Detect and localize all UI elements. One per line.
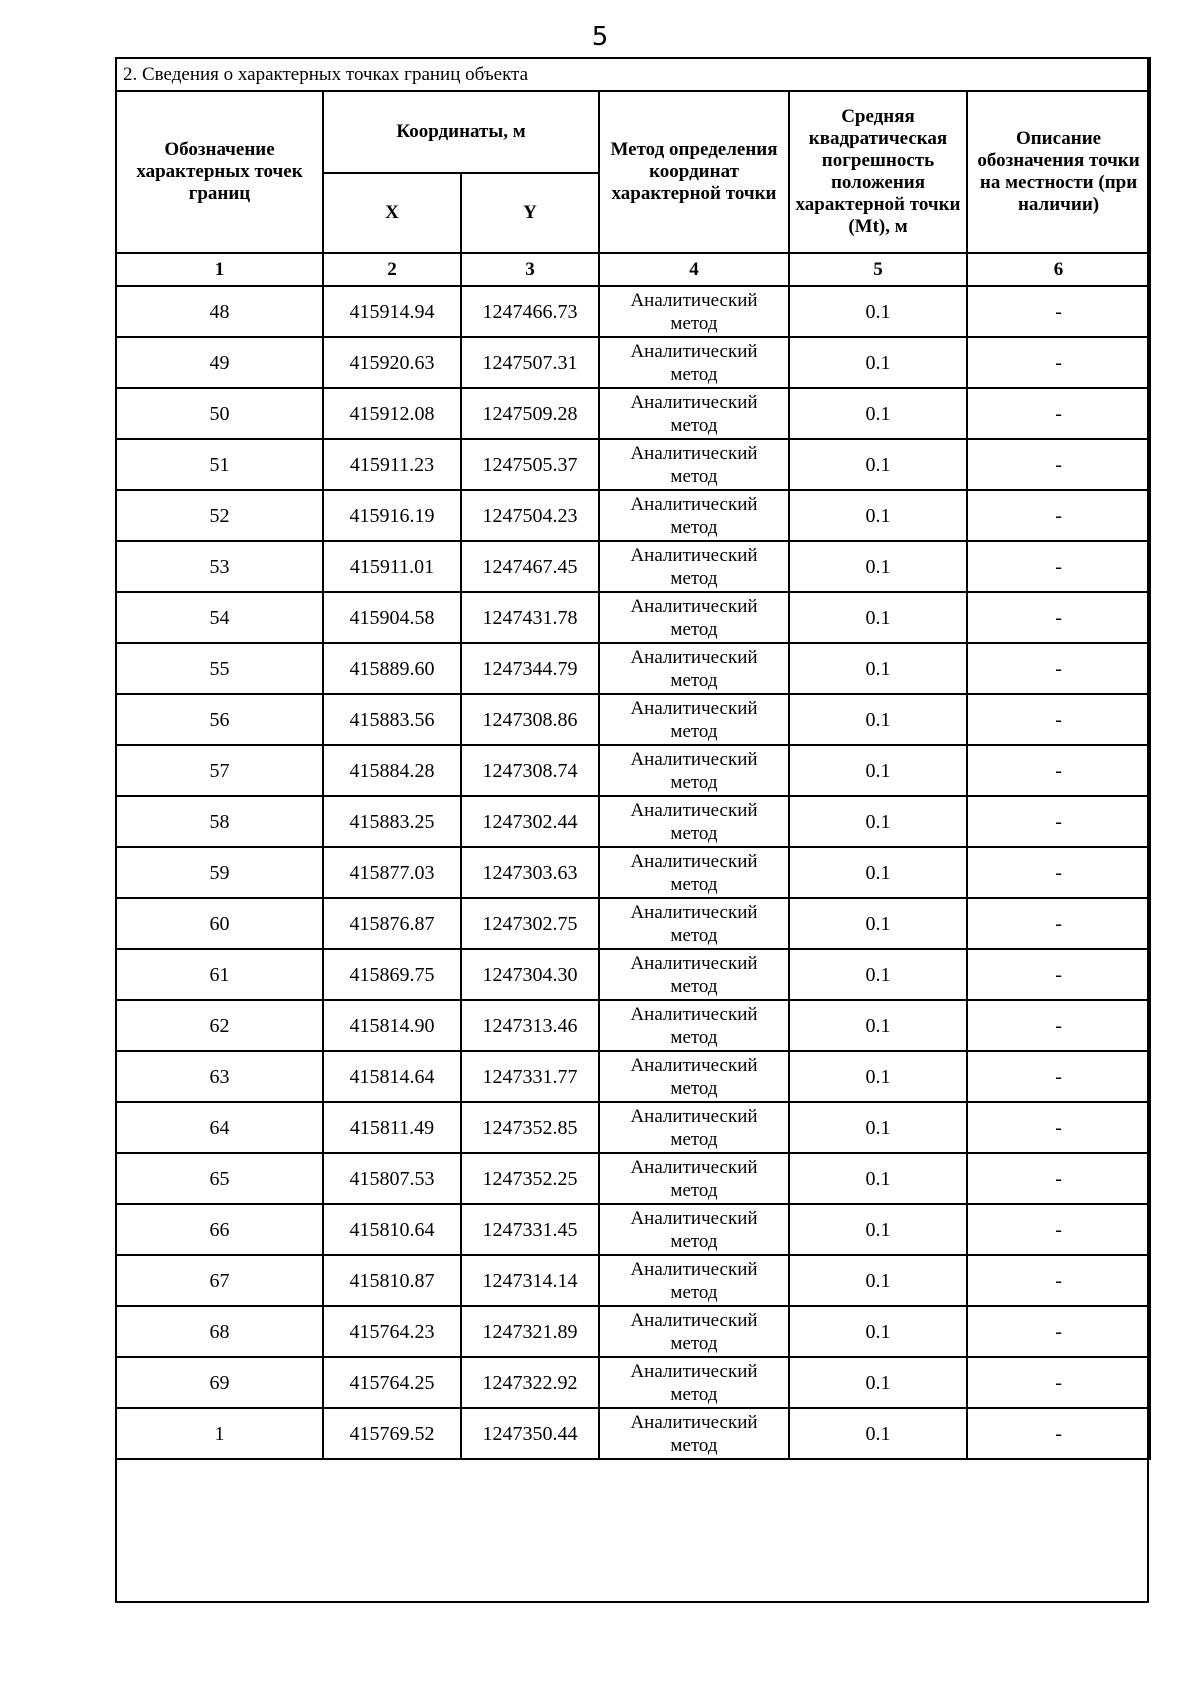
error-cell: 0.1 (789, 643, 967, 694)
method-cell (599, 1408, 789, 1459)
method-cell (599, 1051, 789, 1102)
method-line: метод (670, 1230, 718, 1252)
method-line: Аналитический (630, 1003, 758, 1025)
x-cell: 415764.25 (323, 1357, 461, 1408)
point-cell: 49 (116, 337, 323, 388)
description-cell: - (967, 643, 1150, 694)
x-cell: 415810.87 (323, 1255, 461, 1306)
point-cell: 61 (116, 949, 323, 1000)
header-x: X (323, 173, 461, 253)
table-row (116, 1255, 1150, 1306)
x-cell: 415869.75 (323, 949, 461, 1000)
column-number: 5 (789, 253, 967, 286)
y-cell: 1247505.37 (461, 439, 599, 490)
description-cell: - (967, 796, 1150, 847)
point-cell: 66 (116, 1204, 323, 1255)
error-cell: 0.1 (789, 541, 967, 592)
table-row (116, 1204, 1150, 1255)
column-number: 4 (599, 253, 789, 286)
method-line: Аналитический (630, 1360, 758, 1382)
x-cell: 415911.23 (323, 439, 461, 490)
method-line: Аналитический (630, 1411, 758, 1433)
method-line: метод (670, 975, 718, 997)
method-line: метод (670, 618, 718, 640)
table-row (116, 1051, 1150, 1102)
table-body (116, 286, 1150, 1459)
error-cell: 0.1 (789, 898, 967, 949)
x-cell: 415814.64 (323, 1051, 461, 1102)
table-row (116, 694, 1150, 745)
y-cell: 1247466.73 (461, 286, 599, 337)
description-cell: - (967, 1357, 1150, 1408)
y-cell: 1247509.28 (461, 388, 599, 439)
x-cell: 415911.01 (323, 541, 461, 592)
point-cell: 69 (116, 1357, 323, 1408)
method-cell (599, 796, 789, 847)
table-row (116, 745, 1150, 796)
error-cell: 0.1 (789, 592, 967, 643)
error-cell: 0.1 (789, 1153, 967, 1204)
error-cell: 0.1 (789, 1204, 967, 1255)
x-cell: 415764.23 (323, 1306, 461, 1357)
point-cell: 68 (116, 1306, 323, 1357)
description-cell: - (967, 745, 1150, 796)
y-cell: 1247308.86 (461, 694, 599, 745)
description-cell: - (967, 337, 1150, 388)
table-row (116, 847, 1150, 898)
method-cell (599, 490, 789, 541)
method-line: Аналитический (630, 799, 758, 821)
page-number: 5 (591, 22, 609, 52)
header-coordinates: Координаты, м (323, 91, 599, 173)
error-cell: 0.1 (789, 745, 967, 796)
point-cell: 57 (116, 745, 323, 796)
description-cell: - (967, 286, 1150, 337)
method-cell (599, 1306, 789, 1357)
description-cell: - (967, 490, 1150, 541)
y-cell: 1247302.44 (461, 796, 599, 847)
method-line: Аналитический (630, 1156, 758, 1178)
method-line: Аналитический (630, 697, 758, 719)
method-line: метод (670, 1332, 718, 1354)
point-cell: 55 (116, 643, 323, 694)
section-title: 2. Сведения о характерных точках границ объекта (116, 58, 1150, 91)
point-cell: 56 (116, 694, 323, 745)
method-line: метод (670, 567, 718, 589)
table-row (116, 1306, 1150, 1357)
method-cell (599, 694, 789, 745)
error-cell: 0.1 (789, 1357, 967, 1408)
x-cell: 415769.52 (323, 1408, 461, 1459)
method-line: метод (670, 771, 718, 793)
point-cell: 52 (116, 490, 323, 541)
point-cell: 48 (116, 286, 323, 337)
method-line: метод (670, 1383, 718, 1405)
description-cell: - (967, 1153, 1150, 1204)
description-cell: - (967, 1102, 1150, 1153)
error-cell: 0.1 (789, 1000, 967, 1051)
error-cell: 0.1 (789, 1051, 967, 1102)
method-line: метод (670, 1434, 718, 1456)
table-row (116, 1000, 1150, 1051)
x-cell: 415883.56 (323, 694, 461, 745)
point-cell: 59 (116, 847, 323, 898)
y-cell: 1247303.63 (461, 847, 599, 898)
x-cell: 415811.49 (323, 1102, 461, 1153)
method-cell (599, 1102, 789, 1153)
description-cell: - (967, 1255, 1150, 1306)
x-cell: 415814.90 (323, 1000, 461, 1051)
method-cell (599, 388, 789, 439)
header-description: Описание обозначения точки на местности (при наличии) (967, 91, 1150, 253)
method-cell (599, 1204, 789, 1255)
y-cell: 1247350.44 (461, 1408, 599, 1459)
error-cell: 0.1 (789, 1255, 967, 1306)
method-line: метод (670, 465, 718, 487)
header-y: Y (461, 173, 599, 253)
error-cell: 0.1 (789, 439, 967, 490)
point-cell: 63 (116, 1051, 323, 1102)
table-row (116, 490, 1150, 541)
error-cell: 0.1 (789, 337, 967, 388)
x-cell: 415884.28 (323, 745, 461, 796)
table-row (116, 541, 1150, 592)
y-cell: 1247344.79 (461, 643, 599, 694)
method-line: метод (670, 873, 718, 895)
error-cell: 0.1 (789, 694, 967, 745)
x-cell: 415914.94 (323, 286, 461, 337)
error-cell: 0.1 (789, 1102, 967, 1153)
x-cell: 415810.64 (323, 1204, 461, 1255)
method-line: метод (670, 363, 718, 385)
error-cell: 0.1 (789, 1306, 967, 1357)
y-cell: 1247467.45 (461, 541, 599, 592)
point-cell: 50 (116, 388, 323, 439)
method-cell (599, 439, 789, 490)
y-cell: 1247352.85 (461, 1102, 599, 1153)
method-line: Аналитический (630, 340, 758, 362)
method-line: Аналитический (630, 1105, 758, 1127)
description-cell: - (967, 1000, 1150, 1051)
method-cell (599, 337, 789, 388)
column-number: 6 (967, 253, 1150, 286)
table-row (116, 643, 1150, 694)
error-cell: 0.1 (789, 796, 967, 847)
table-row (116, 439, 1150, 490)
y-cell: 1247331.45 (461, 1204, 599, 1255)
method-line: метод (670, 669, 718, 691)
method-line: Аналитический (630, 1207, 758, 1229)
method-line: Аналитический (630, 748, 758, 770)
description-cell: - (967, 1306, 1150, 1357)
method-line: Аналитический (630, 850, 758, 872)
method-line: Аналитический (630, 646, 758, 668)
method-line: метод (670, 1128, 718, 1150)
method-cell (599, 286, 789, 337)
method-line: Аналитический (630, 1054, 758, 1076)
method-line: Аналитический (630, 901, 758, 923)
method-line: метод (670, 1026, 718, 1048)
description-cell: - (967, 1204, 1150, 1255)
table-row (116, 592, 1150, 643)
method-line: метод (670, 1077, 718, 1099)
column-number: 1 (116, 253, 323, 286)
table-row (116, 898, 1150, 949)
error-cell: 0.1 (789, 286, 967, 337)
column-number: 3 (461, 253, 599, 286)
x-cell: 415883.25 (323, 796, 461, 847)
x-cell: 415912.08 (323, 388, 461, 439)
y-cell: 1247304.30 (461, 949, 599, 1000)
method-line: метод (670, 312, 718, 334)
point-cell: 58 (116, 796, 323, 847)
description-cell: - (967, 1051, 1150, 1102)
x-cell: 415889.60 (323, 643, 461, 694)
table-row (116, 1357, 1150, 1408)
point-cell: 1 (116, 1408, 323, 1459)
method-cell (599, 541, 789, 592)
table-row (116, 1408, 1150, 1459)
boundary-points-table (115, 57, 1151, 1460)
x-cell: 415920.63 (323, 337, 461, 388)
table-row (116, 388, 1150, 439)
method-line: метод (670, 822, 718, 844)
y-cell: 1247321.89 (461, 1306, 599, 1357)
method-line: Аналитический (630, 952, 758, 974)
method-cell (599, 1153, 789, 1204)
point-cell: 65 (116, 1153, 323, 1204)
method-line: метод (670, 924, 718, 946)
description-cell: - (967, 592, 1150, 643)
y-cell: 1247504.23 (461, 490, 599, 541)
description-cell: - (967, 439, 1150, 490)
method-cell (599, 643, 789, 694)
x-cell: 415916.19 (323, 490, 461, 541)
method-line: Аналитический (630, 289, 758, 311)
method-line: Аналитический (630, 493, 758, 515)
method-cell (599, 1357, 789, 1408)
y-cell: 1247302.75 (461, 898, 599, 949)
method-line: Аналитический (630, 1309, 758, 1331)
method-line: Аналитический (630, 442, 758, 464)
error-cell: 0.1 (789, 847, 967, 898)
x-cell: 415807.53 (323, 1153, 461, 1204)
column-number: 2 (323, 253, 461, 286)
error-cell: 0.1 (789, 949, 967, 1000)
method-line: Аналитический (630, 544, 758, 566)
table-row (116, 1102, 1150, 1153)
table-row (116, 796, 1150, 847)
method-line: метод (670, 414, 718, 436)
method-cell (599, 1255, 789, 1306)
description-cell: - (967, 847, 1150, 898)
description-cell: - (967, 1408, 1150, 1459)
y-cell: 1247308.74 (461, 745, 599, 796)
y-cell: 1247313.46 (461, 1000, 599, 1051)
x-cell: 415876.87 (323, 898, 461, 949)
table-row (116, 1153, 1150, 1204)
description-cell: - (967, 694, 1150, 745)
y-cell: 1247431.78 (461, 592, 599, 643)
error-cell: 0.1 (789, 388, 967, 439)
method-line: Аналитический (630, 595, 758, 617)
method-cell (599, 1000, 789, 1051)
method-cell (599, 592, 789, 643)
table-row (116, 337, 1150, 388)
x-cell: 415904.58 (323, 592, 461, 643)
method-line: Аналитический (630, 391, 758, 413)
method-line: метод (670, 1179, 718, 1201)
method-line: метод (670, 516, 718, 538)
description-cell: - (967, 388, 1150, 439)
header-point: Обозначение характерных точек границ (116, 91, 323, 253)
method-cell (599, 745, 789, 796)
point-cell: 51 (116, 439, 323, 490)
method-line: Аналитический (630, 1258, 758, 1280)
method-cell (599, 847, 789, 898)
y-cell: 1247352.25 (461, 1153, 599, 1204)
header-error: Средняя квадратическая погрешность положения характерной точки (Mt), м (789, 91, 967, 253)
error-cell: 0.1 (789, 1408, 967, 1459)
description-cell: - (967, 541, 1150, 592)
y-cell: 1247314.14 (461, 1255, 599, 1306)
y-cell: 1247331.77 (461, 1051, 599, 1102)
y-cell: 1247322.92 (461, 1357, 599, 1408)
method-cell (599, 898, 789, 949)
point-cell: 62 (116, 1000, 323, 1051)
point-cell: 67 (116, 1255, 323, 1306)
x-cell: 415877.03 (323, 847, 461, 898)
method-line: метод (670, 720, 718, 742)
point-cell: 54 (116, 592, 323, 643)
point-cell: 53 (116, 541, 323, 592)
method-cell (599, 949, 789, 1000)
table-row (116, 949, 1150, 1000)
point-cell: 60 (116, 898, 323, 949)
description-cell: - (967, 949, 1150, 1000)
error-cell: 0.1 (789, 490, 967, 541)
header-method: Метод определения координат характерной точки (599, 91, 789, 253)
description-cell: - (967, 898, 1150, 949)
method-line: метод (670, 1281, 718, 1303)
y-cell: 1247507.31 (461, 337, 599, 388)
table-row (116, 286, 1150, 337)
point-cell: 64 (116, 1102, 323, 1153)
